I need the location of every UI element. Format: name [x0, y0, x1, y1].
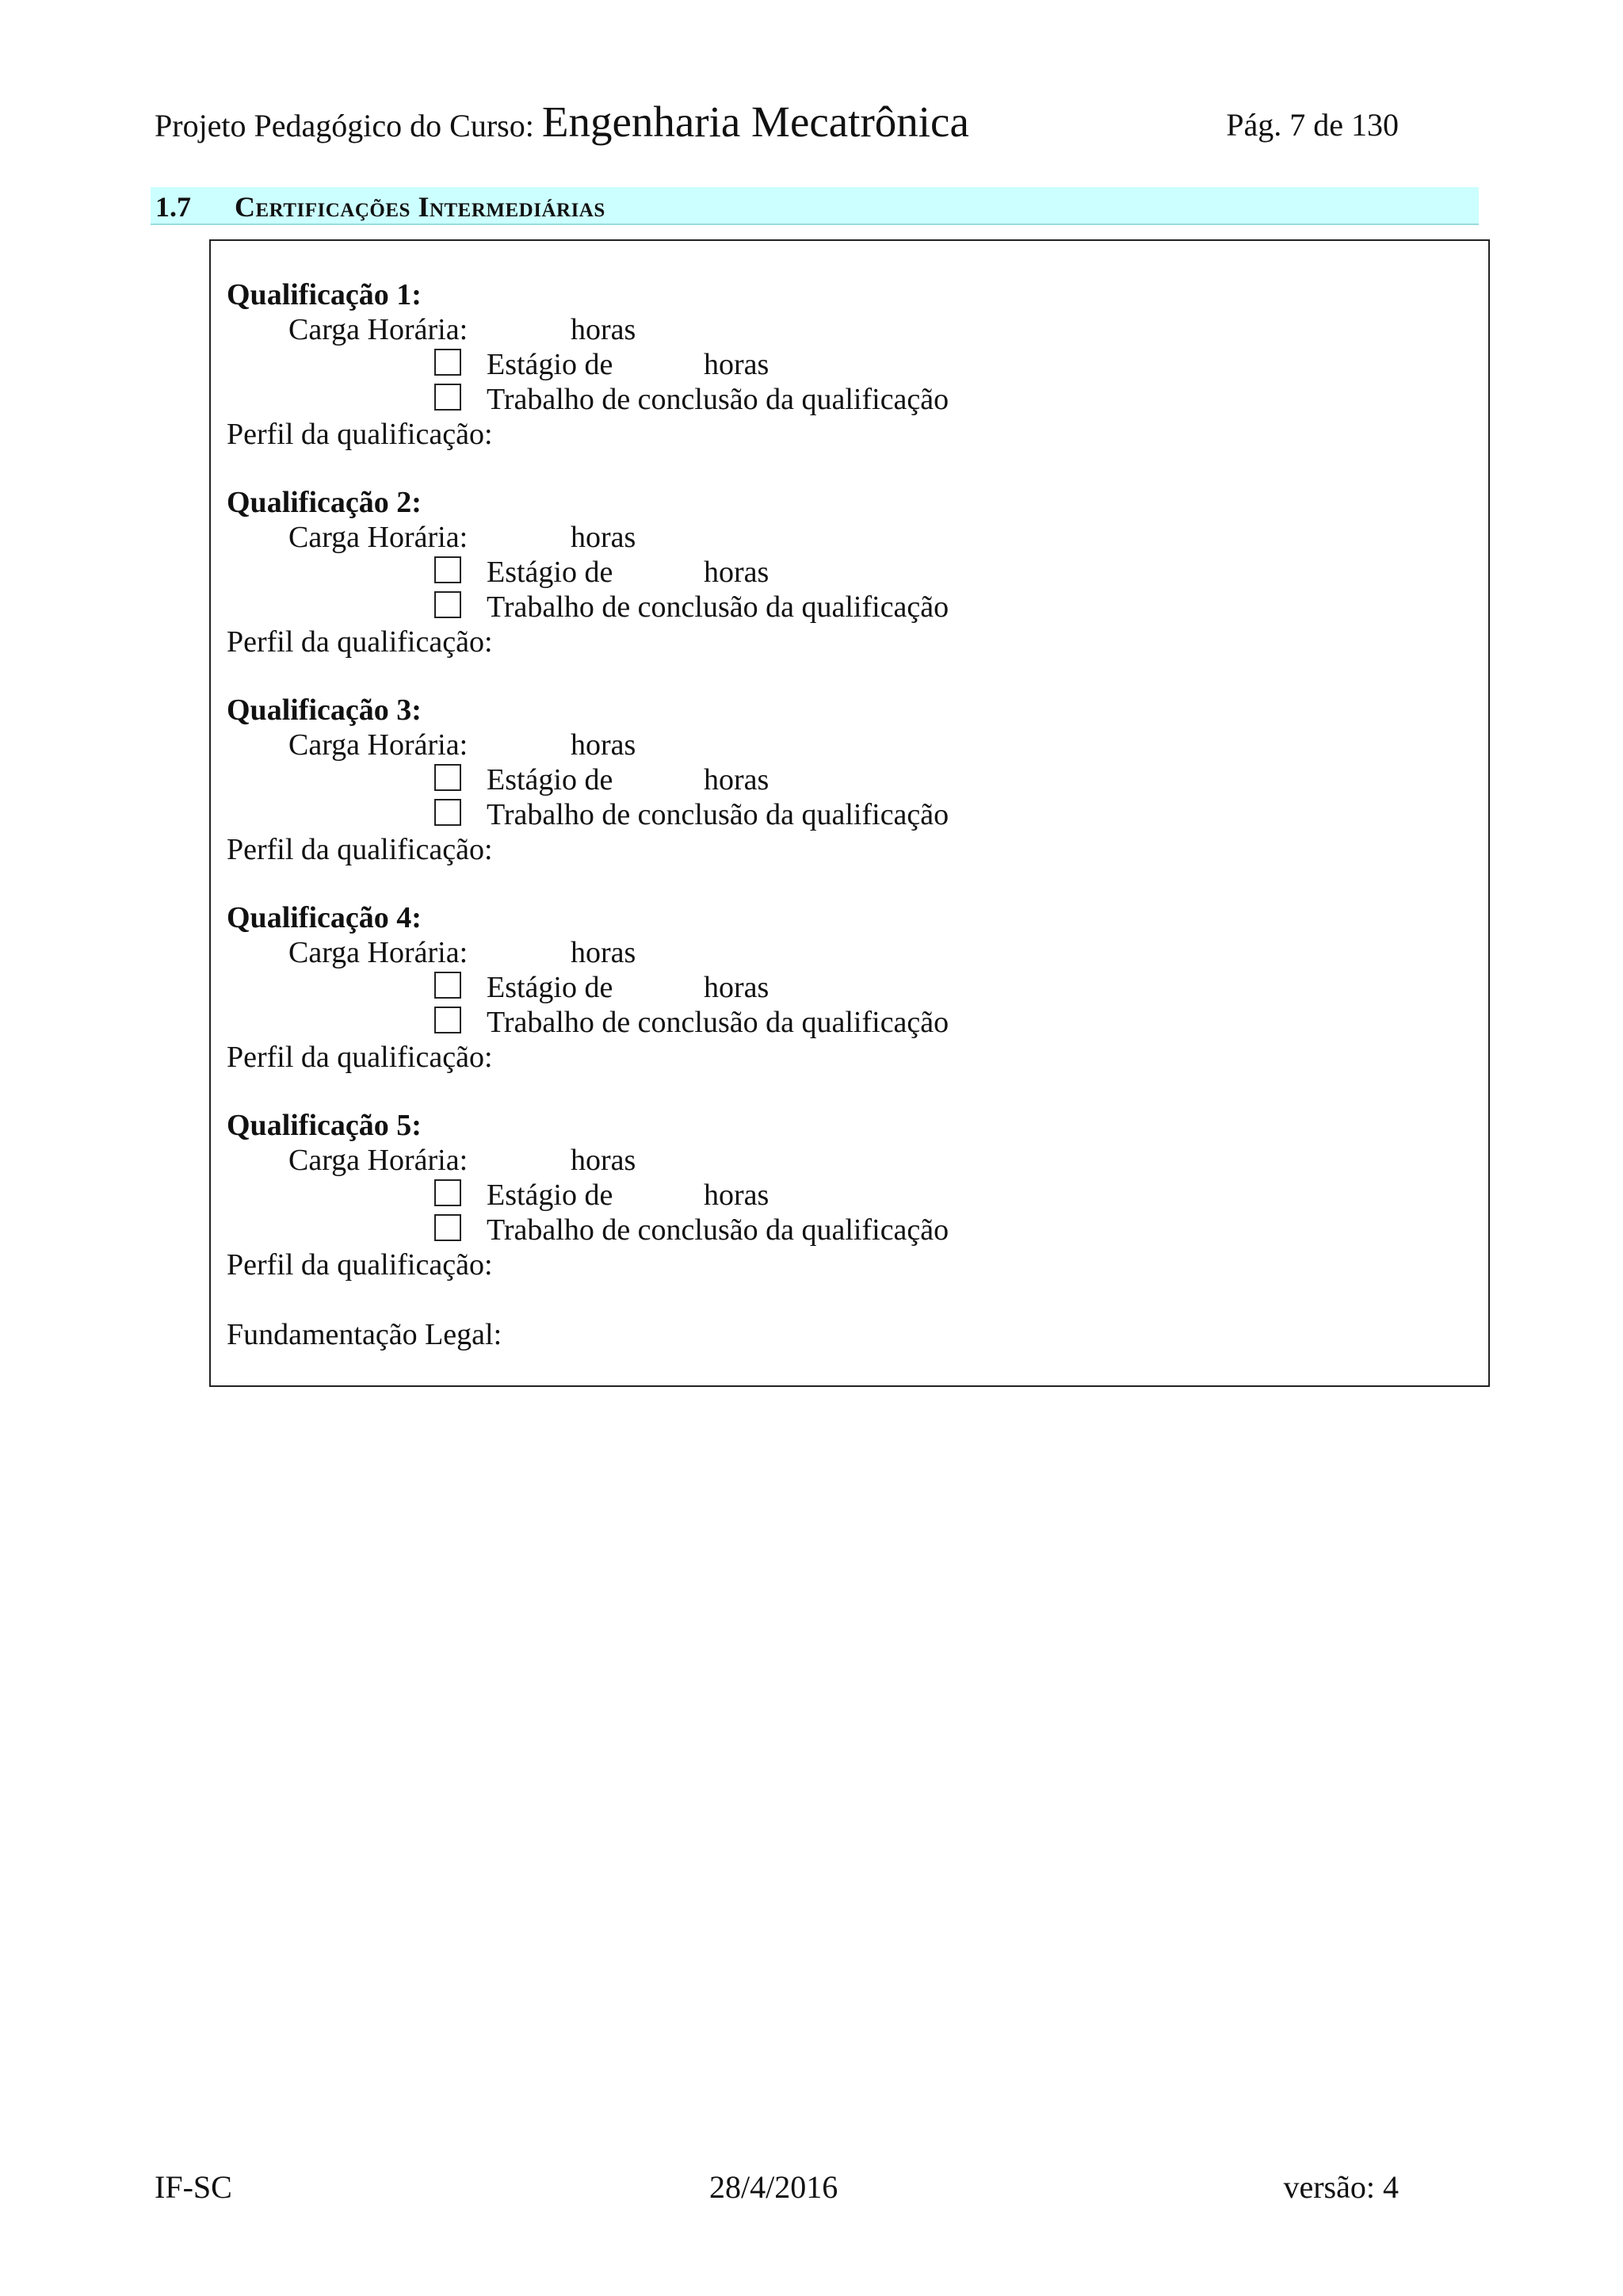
footer-institution: IF-SC — [155, 2169, 232, 2205]
carga-horaria-label: Carga Horária: — [288, 728, 468, 762]
estagio-label: Estágio de — [487, 348, 613, 381]
certifications-form — [209, 239, 1490, 1387]
estagio-label: Estágio de — [487, 763, 613, 797]
fundamentacao-legal-label: Fundamentação Legal: — [227, 1318, 502, 1351]
header-prefix: Projeto Pedagógico do Curso: — [155, 108, 542, 143]
carga-horaria-unit: horas — [571, 521, 636, 554]
footer-date: 28/4/2016 — [709, 2169, 838, 2205]
carga-horaria-label: Carga Horária: — [288, 313, 468, 346]
qualification-block — [227, 277, 1415, 452]
qualification-title: Qualificação 5: — [227, 1109, 422, 1142]
estagio-unit: horas — [704, 348, 769, 381]
page-number: Pág. 7 de 130 — [1226, 107, 1399, 143]
section-heading — [151, 187, 1479, 225]
estagio-checkbox[interactable] — [434, 972, 461, 999]
qualification-title: Qualificação 3: — [227, 693, 422, 727]
perfil-label: Perfil da qualificação: — [227, 1248, 493, 1282]
qualification-block — [227, 693, 1415, 867]
qualification-block — [227, 900, 1415, 1075]
estagio-label: Estágio de — [487, 1179, 613, 1212]
perfil-label: Perfil da qualificação: — [227, 1041, 493, 1074]
header-title — [155, 97, 969, 147]
estagio-label: Estágio de — [487, 971, 613, 1004]
estagio-label: Estágio de — [487, 556, 613, 589]
carga-horaria-label: Carga Horária: — [288, 521, 468, 554]
trabalho-checkbox[interactable] — [434, 384, 461, 411]
perfil-label: Perfil da qualificação: — [227, 418, 493, 451]
estagio-unit: horas — [704, 556, 769, 589]
trabalho-label: Trabalho de conclusão da qualificação — [487, 798, 949, 831]
page-footer — [155, 2168, 1399, 2216]
trabalho-label: Trabalho de conclusão da qualificação — [487, 1213, 949, 1247]
qualification-block — [227, 485, 1415, 659]
trabalho-label: Trabalho de conclusão da qualificação — [487, 383, 949, 416]
carga-horaria-unit: horas — [571, 936, 636, 969]
perfil-label: Perfil da qualificação: — [227, 833, 493, 866]
estagio-checkbox[interactable] — [434, 764, 461, 791]
estagio-unit: horas — [704, 971, 769, 1004]
section-title: Certificações Intermediárias — [235, 191, 605, 223]
qualification-title: Qualificação 1: — [227, 278, 422, 311]
carga-horaria-label: Carga Horária: — [288, 1144, 468, 1177]
perfil-label: Perfil da qualificação: — [227, 625, 493, 659]
carga-horaria-unit: horas — [571, 728, 636, 762]
section-number: 1.7 — [155, 191, 191, 223]
trabalho-label: Trabalho de conclusão da qualificação — [487, 1006, 949, 1039]
page-header — [155, 97, 1399, 160]
carga-horaria-label: Carga Horária: — [288, 936, 468, 969]
qualification-block — [227, 1108, 1415, 1282]
carga-horaria-unit: horas — [571, 1144, 636, 1177]
carga-horaria-unit: horas — [571, 313, 636, 346]
footer-version: versão: 4 — [1283, 2169, 1399, 2205]
trabalho-checkbox[interactable] — [434, 799, 461, 826]
estagio-checkbox[interactable] — [434, 1179, 461, 1206]
estagio-unit: horas — [704, 1179, 769, 1212]
trabalho-checkbox[interactable] — [434, 1007, 461, 1033]
estagio-checkbox[interactable] — [434, 556, 461, 583]
trabalho-checkbox[interactable] — [434, 591, 461, 618]
course-name: Engenharia Mecatrônica — [541, 97, 969, 146]
qualification-title: Qualificação 4: — [227, 901, 422, 934]
estagio-checkbox[interactable] — [434, 349, 461, 376]
trabalho-checkbox[interactable] — [434, 1214, 461, 1241]
trabalho-label: Trabalho de conclusão da qualificação — [487, 590, 949, 624]
qualification-title: Qualificação 2: — [227, 486, 422, 519]
estagio-unit: horas — [704, 763, 769, 797]
